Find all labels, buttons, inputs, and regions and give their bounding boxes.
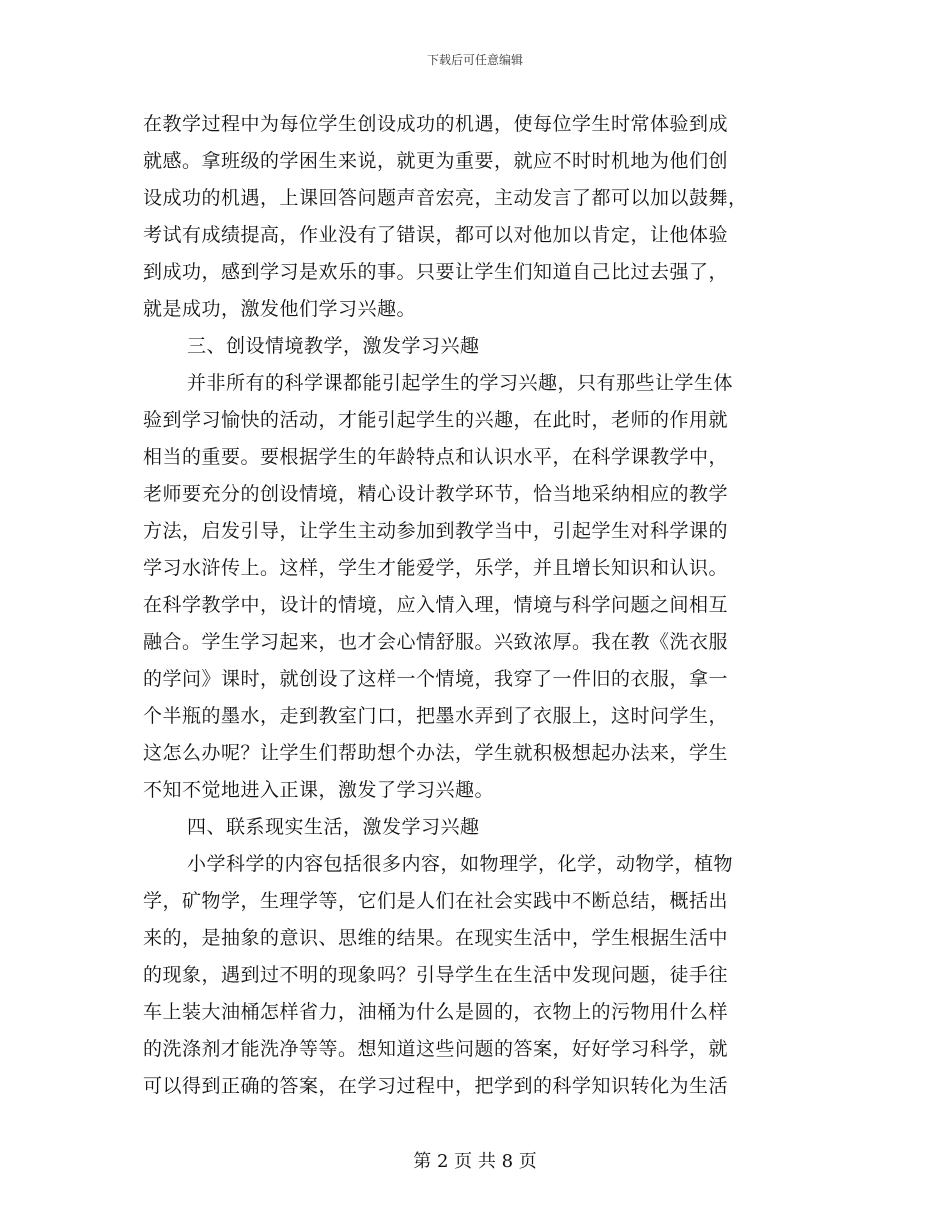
text-line: 就感。拿班级的学困生来说，就更为重要，就应不时时机地为他们创 bbox=[143, 150, 729, 172]
text-line: 的现象，遇到过不明的现象吗？引导学生在生活中发现问题，徒手往 bbox=[143, 964, 729, 986]
text-line: 车上装大油桶怎样省力，油桶为什么是圆的，衣物上的污物用什么样 bbox=[143, 1001, 729, 1023]
text-line: 并非所有的科学课都能引起学生的学习兴趣，只有那些让学生体 bbox=[187, 372, 734, 394]
text-line: 学，矿物学，生理学等，它们是人们在社会实践中不断总结，概括出 bbox=[143, 890, 729, 912]
text-line: 相当的重要。要根据学生的年龄特点和认识水平，在科学课教学中， bbox=[143, 446, 729, 468]
text-line: 的学问》课时，就创设了这样一个情境，我穿了一件旧的衣服，拿一 bbox=[143, 668, 729, 690]
text-line: 不知不觉地进入正课，激发了学习兴趣。 bbox=[143, 779, 495, 801]
page-header: 下载后可任意编辑 bbox=[426, 53, 523, 67]
text-line: 就是成功，激发他们学习兴趣。 bbox=[143, 298, 417, 320]
section-heading: 四、联系现实生活，激发学习兴趣 bbox=[187, 816, 480, 838]
text-line: 个半瓶的墨水，走到教室门口，把墨水弄到了衣服上，这时问学生， bbox=[143, 705, 729, 727]
text-line: 的洗涤剂才能洗净等等。想知道这些问题的答案，好好学习科学，就 bbox=[143, 1038, 729, 1060]
text-line: 验到学习愉快的活动，才能引起学生的兴趣，在此时，老师的作用就 bbox=[143, 409, 729, 431]
section-heading: 三、创设情境教学，激发学习兴趣 bbox=[187, 335, 480, 357]
text-line: 设成功的机遇，上课回答问题声音宏亮，主动发言了都可以加以鼓舞， bbox=[143, 187, 748, 209]
body-text bbox=[143, 106, 809, 1105]
text-line: 考试有成绩提高，作业没有了错误，都可以对他加以肯定，让他体验 bbox=[143, 224, 729, 246]
text-line: 在科学教学中，设计的情境，应入情入理，情境与科学问题之间相互 bbox=[143, 594, 729, 616]
text-line: 来的，是抽象的意识、思维的结果。在现实生活中，学生根据生活中 bbox=[143, 927, 729, 949]
text-line: 可以得到正确的答案，在学习过程中，把学到的科学知识转化为生活 bbox=[143, 1075, 729, 1097]
text-line: 在教学过程中为每位学生创设成功的机遇，使每位学生时常体验到成 bbox=[143, 113, 729, 135]
text-line: 老师要充分的创设情境，精心设计教学环节，恰当地采纳相应的教学 bbox=[143, 483, 729, 505]
text-line: 方法，启发引导，让学生主动参加到教学当中，引起学生对科学课的 bbox=[143, 520, 729, 542]
text-line: 小学科学的内容包括很多内容，如物理学，化学，动物学，植物 bbox=[187, 853, 734, 875]
text-line: 融合。学生学习起来，也才会心情舒服。兴致浓厚。我在教《洗衣服 bbox=[143, 631, 729, 653]
text-line: 这怎么办呢？让学生们帮助想个办法，学生就积极想起办法来，学生 bbox=[143, 742, 729, 764]
text-line: 到成功，感到学习是欢乐的事。只要让学生们知道自己比过去强了， bbox=[143, 261, 729, 283]
text-line: 学习水浒传上。这样，学生才能爱学，乐学，并且增长知识和认识。 bbox=[143, 557, 729, 579]
page-number: 第 2 页 共 8 页 bbox=[413, 1151, 537, 1172]
